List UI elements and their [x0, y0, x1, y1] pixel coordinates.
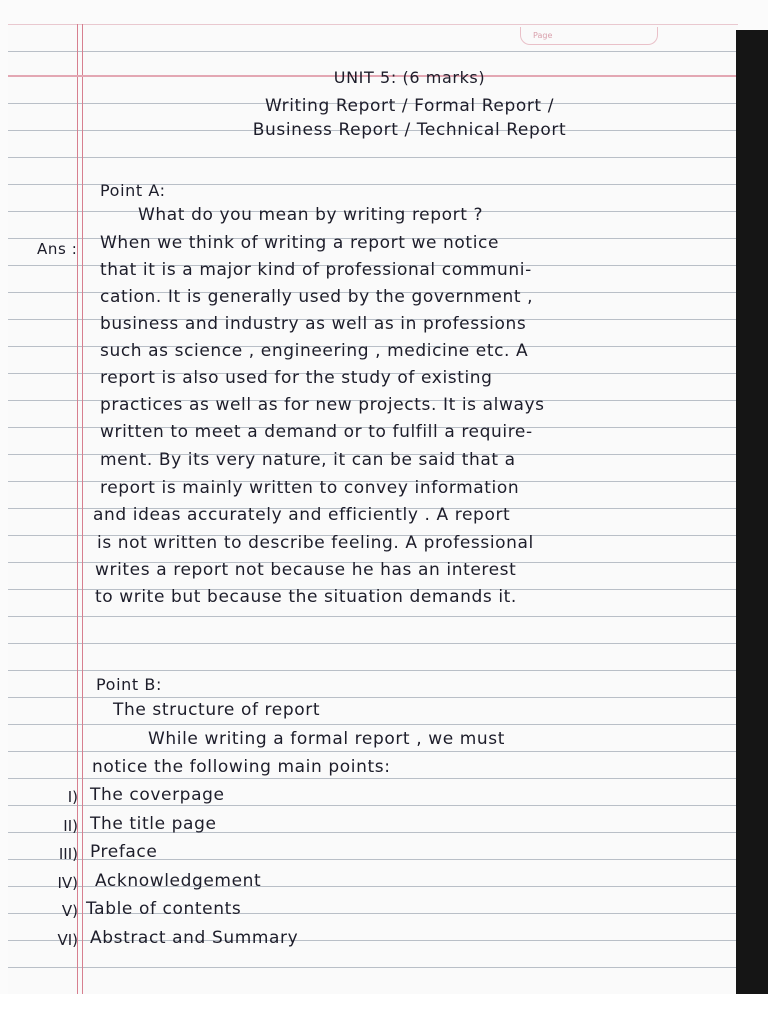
answer-line: practices as well as for new projects. It is always [100, 395, 545, 415]
list-item: Table of contents [86, 899, 242, 919]
answer-line: cation. It is generally used by the government , [100, 287, 534, 307]
left-margin-line-2 [82, 24, 83, 994]
point-b-intro-1: While writing a formal report , we must [148, 729, 506, 749]
point-b-heading: The structure of report [113, 700, 321, 720]
list-item-number: III) [58, 845, 78, 863]
answer-line: writes a report not because he has an interest [95, 560, 517, 580]
answer-line: business and industry as well as in professions [100, 314, 527, 334]
point-a-label: Point A: [100, 181, 166, 200]
point-b-label: Point B: [96, 675, 162, 694]
answer-line: written to meet a demand or to fulfill a require- [100, 422, 533, 442]
answer-line: ment. By its very nature, it can be said that a [100, 450, 516, 470]
list-item-number: II) [63, 817, 78, 835]
answer-line: report is mainly written to convey information [100, 478, 520, 498]
list-item: The coverpage [90, 785, 225, 805]
list-item: The title page [90, 814, 217, 834]
list-item: Abstract and Summary [90, 928, 299, 948]
answer-line: that it is a major kind of professional communi- [100, 260, 532, 280]
answer-line: and ideas accurately and efficiently . A report [93, 505, 511, 525]
answer-line: to write but because the situation demands it. [95, 587, 517, 607]
list-item-number: IV) [57, 874, 78, 892]
subtitle-line-1: Writing Report / Formal Report / [264, 96, 555, 116]
point-a-question: What do you mean by writing report ? [138, 205, 484, 225]
answer-tag: Ans : [37, 240, 78, 258]
answer-line: When we think of writing a report we notice [100, 233, 500, 253]
bottom-margin [0, 994, 768, 1024]
answer-line: is not written to describe feeling. A professional [97, 533, 534, 553]
answer-line: report is also used for the study of existing [100, 368, 493, 388]
list-item-number: V) [61, 902, 78, 920]
page-edge-shadow [736, 30, 768, 995]
list-item-number: I) [67, 788, 78, 806]
list-item-number: VI) [57, 931, 78, 949]
point-b-intro-2: notice the following main points: [92, 757, 391, 777]
subtitle-line-2: Business Report / Technical Report [252, 120, 567, 140]
list-item: Preface [90, 842, 158, 862]
unit-title: UNIT 5: (6 marks) [333, 68, 486, 87]
list-item: Acknowledgement [95, 871, 262, 891]
page-number-box: Page [520, 27, 658, 45]
answer-line: such as science , engineering , medicine etc. A [100, 341, 529, 361]
